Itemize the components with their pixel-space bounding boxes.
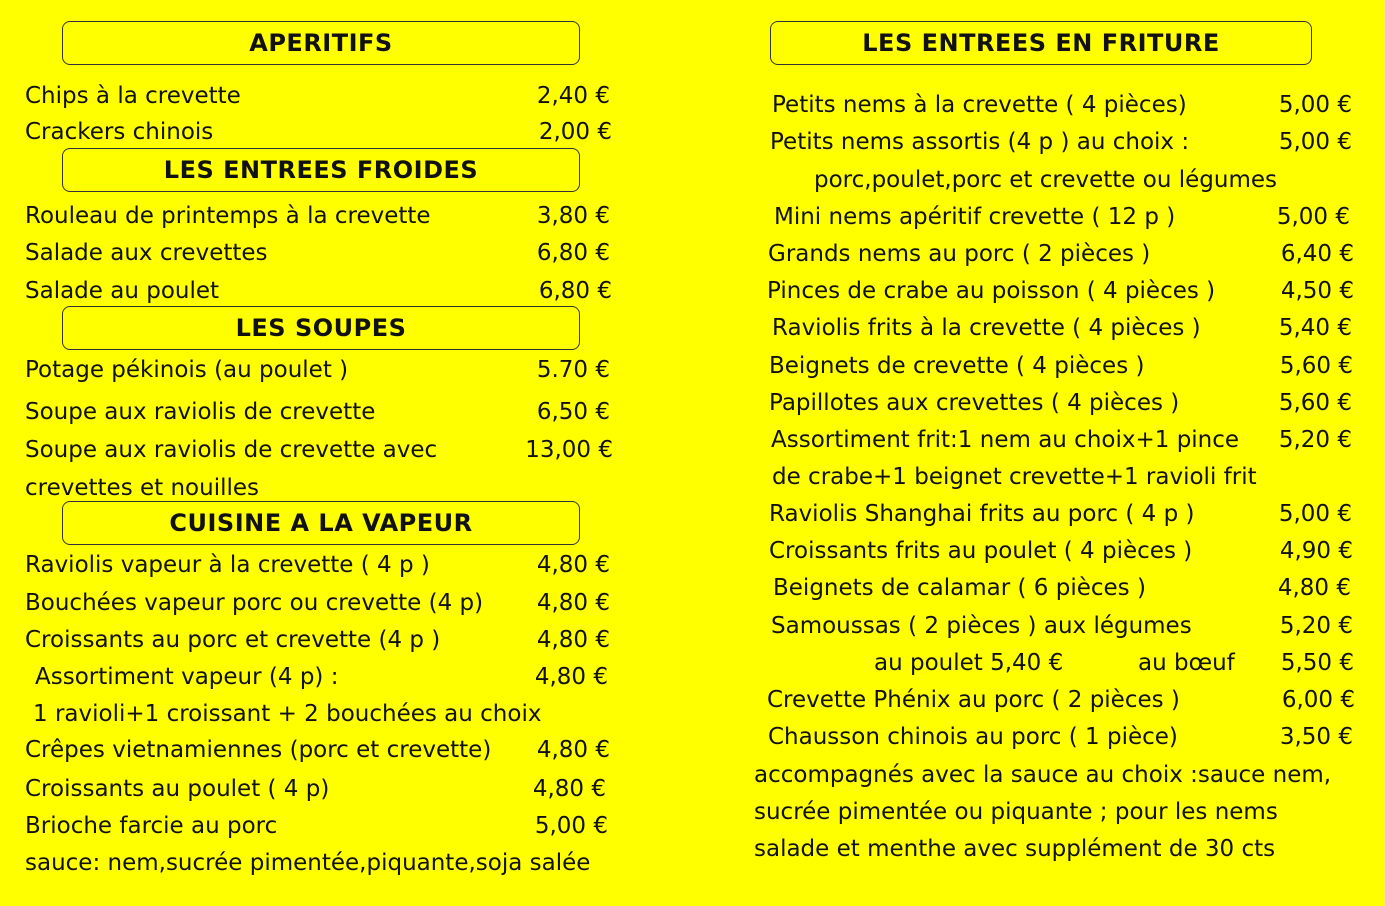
menu-item-name: Salade au poulet — [25, 278, 220, 304]
section-header-aperitifs: APERITIFS — [62, 21, 580, 65]
menu-item-name: porc,poulet,porc et crevette ou légumes — [814, 167, 1277, 193]
menu-item-price: 4,80 € — [1277, 575, 1351, 601]
menu-item-name: Bouchées vapeur porc ou crevette (4 p) — [25, 590, 484, 616]
menu-item-name: Soupe aux raviolis de crevette — [25, 399, 376, 425]
menu-item-price: 4,80 € — [532, 776, 606, 802]
menu-item-price: 4,90 € — [1279, 538, 1353, 564]
menu-item-price: 5,50 € — [1280, 650, 1354, 676]
menu-item-name: Raviolis frits à la crevette ( 4 pièces ) — [772, 315, 1201, 341]
menu-item-price: 5,40 € — [1278, 315, 1352, 341]
menu-item-name: au poulet 5,40 € — [874, 650, 1064, 676]
menu-item-price: 4,80 € — [534, 664, 608, 690]
menu-item-name: Papillotes aux crevettes ( 4 pièces ) — [769, 390, 1180, 416]
section-header-entrees-froides: LES ENTREES FROIDES — [62, 148, 580, 192]
menu-item-price: 6,80 € — [538, 278, 612, 304]
section-header-soupes: LES SOUPES — [62, 306, 580, 350]
menu-item-name: Pinces de crabe au poisson ( 4 pièces ) — [767, 278, 1216, 304]
menu-item-name: Rouleau de printemps à la crevette — [25, 203, 431, 229]
menu-item-name: Beignets de crevette ( 4 pièces ) — [769, 353, 1145, 379]
menu-item-price: 5.70 € — [536, 357, 610, 383]
menu-item-name: Crêpes vietnamiennes (porc et crevette) — [25, 737, 492, 763]
menu-item-name: Salade aux crevettes — [25, 240, 268, 266]
menu-item-name: Chips à la crevette — [25, 83, 241, 109]
menu-item-price: 5,00 € — [1278, 129, 1352, 155]
menu-item-price: 4,80 € — [536, 627, 610, 653]
menu-item-name: Petits nems à la crevette ( 4 pièces) — [772, 92, 1187, 118]
menu-item-price: 3,50 € — [1279, 724, 1353, 750]
menu-item-price: 5,60 € — [1278, 390, 1352, 416]
menu-item-name: de crabe+1 beignet crevette+1 ravioli frit — [772, 464, 1257, 490]
menu-item-name: Chausson chinois au porc ( 1 pièce) — [768, 724, 1178, 750]
menu-item-name: Crackers chinois — [25, 119, 214, 145]
menu-item-price: 4,50 € — [1280, 278, 1354, 304]
menu-item-name: Croissants au poulet ( 4 p) — [25, 776, 330, 802]
sauce-note: sauce: nem,sucrée pimentée,piquante,soja salée — [25, 850, 591, 876]
menu-item-name: Grands nems au porc ( 2 pièces ) — [768, 241, 1151, 267]
sauce-note-line: accompagnés avec la sauce au choix :sauce nem, — [754, 762, 1332, 788]
section-header-vapeur: CUISINE A LA VAPEUR — [62, 501, 580, 545]
menu-item-price: 5,20 € — [1279, 613, 1353, 639]
menu-item-name: Potage pékinois (au poulet ) — [25, 357, 349, 383]
menu-item-price: 3,80 € — [536, 203, 610, 229]
menu-item-name: Assortiment frit:1 nem au choix+1 pince — [771, 427, 1240, 453]
menu-item-name: Samoussas ( 2 pièces ) aux légumes — [771, 613, 1192, 639]
menu-item-price: 5,60 € — [1279, 353, 1353, 379]
menu-item-price: 4,80 € — [536, 590, 610, 616]
menu-item-name: Croissants au porc et crevette (4 p ) — [25, 627, 441, 653]
menu-item-price: 2,40 € — [536, 83, 610, 109]
section-header-friture: LES ENTREES EN FRITURE — [770, 21, 1312, 65]
menu-item-price: 2,00 € — [538, 119, 612, 145]
menu-item-name: Soupe aux raviolis de crevette avec — [25, 437, 438, 463]
menu-item-price: 5,00 € — [1278, 501, 1352, 527]
menu-item-name: Crevette Phénix au porc ( 2 pièces ) — [767, 687, 1180, 713]
menu-item-price: 5,00 € — [1276, 204, 1350, 230]
menu-item-name: Mini nems apéritif crevette ( 12 p ) — [774, 204, 1176, 230]
sauce-note-line: salade et menthe avec supplément de 30 cts — [754, 836, 1276, 862]
menu-item-price: 4,80 € — [536, 737, 610, 763]
menu-item-price: 5,20 € — [1278, 427, 1352, 453]
menu-item-price: 6,50 € — [536, 399, 610, 425]
menu-item-name-2: au bœuf — [1138, 650, 1235, 676]
menu-item-name: Croissants frits au poulet ( 4 pièces ) — [769, 538, 1193, 564]
menu-item-name: Petits nems assortis (4 p ) au choix : — [770, 129, 1190, 155]
menu-item-name: crevettes et nouilles — [25, 475, 259, 501]
menu-item-name: Raviolis vapeur à la crevette ( 4 p ) — [25, 552, 430, 578]
menu-item-price: 5,00 € — [1278, 92, 1352, 118]
menu-item-price: 4,80 € — [536, 552, 610, 578]
menu-item-price: 6,40 € — [1280, 241, 1354, 267]
menu-item-price: 6,80 € — [536, 240, 610, 266]
menu-item-price: 5,00 € — [534, 813, 608, 839]
menu-item-name: Brioche farcie au porc — [25, 813, 278, 839]
menu-item-name: 1 ravioli+1 croissant + 2 bouchées au choix — [33, 701, 542, 727]
menu-item-price: 6,00 € — [1281, 687, 1355, 713]
menu-item-name: Raviolis Shanghai frits au porc ( 4 p ) — [769, 501, 1195, 527]
menu-item-name: Assortiment vapeur (4 p) : — [35, 664, 339, 690]
menu-item-price: 13,00 € — [525, 437, 613, 463]
sauce-note-line: sucrée pimentée ou piquante ; pour les nems — [754, 799, 1278, 825]
menu-item-name: Beignets de calamar ( 6 pièces ) — [773, 575, 1146, 601]
